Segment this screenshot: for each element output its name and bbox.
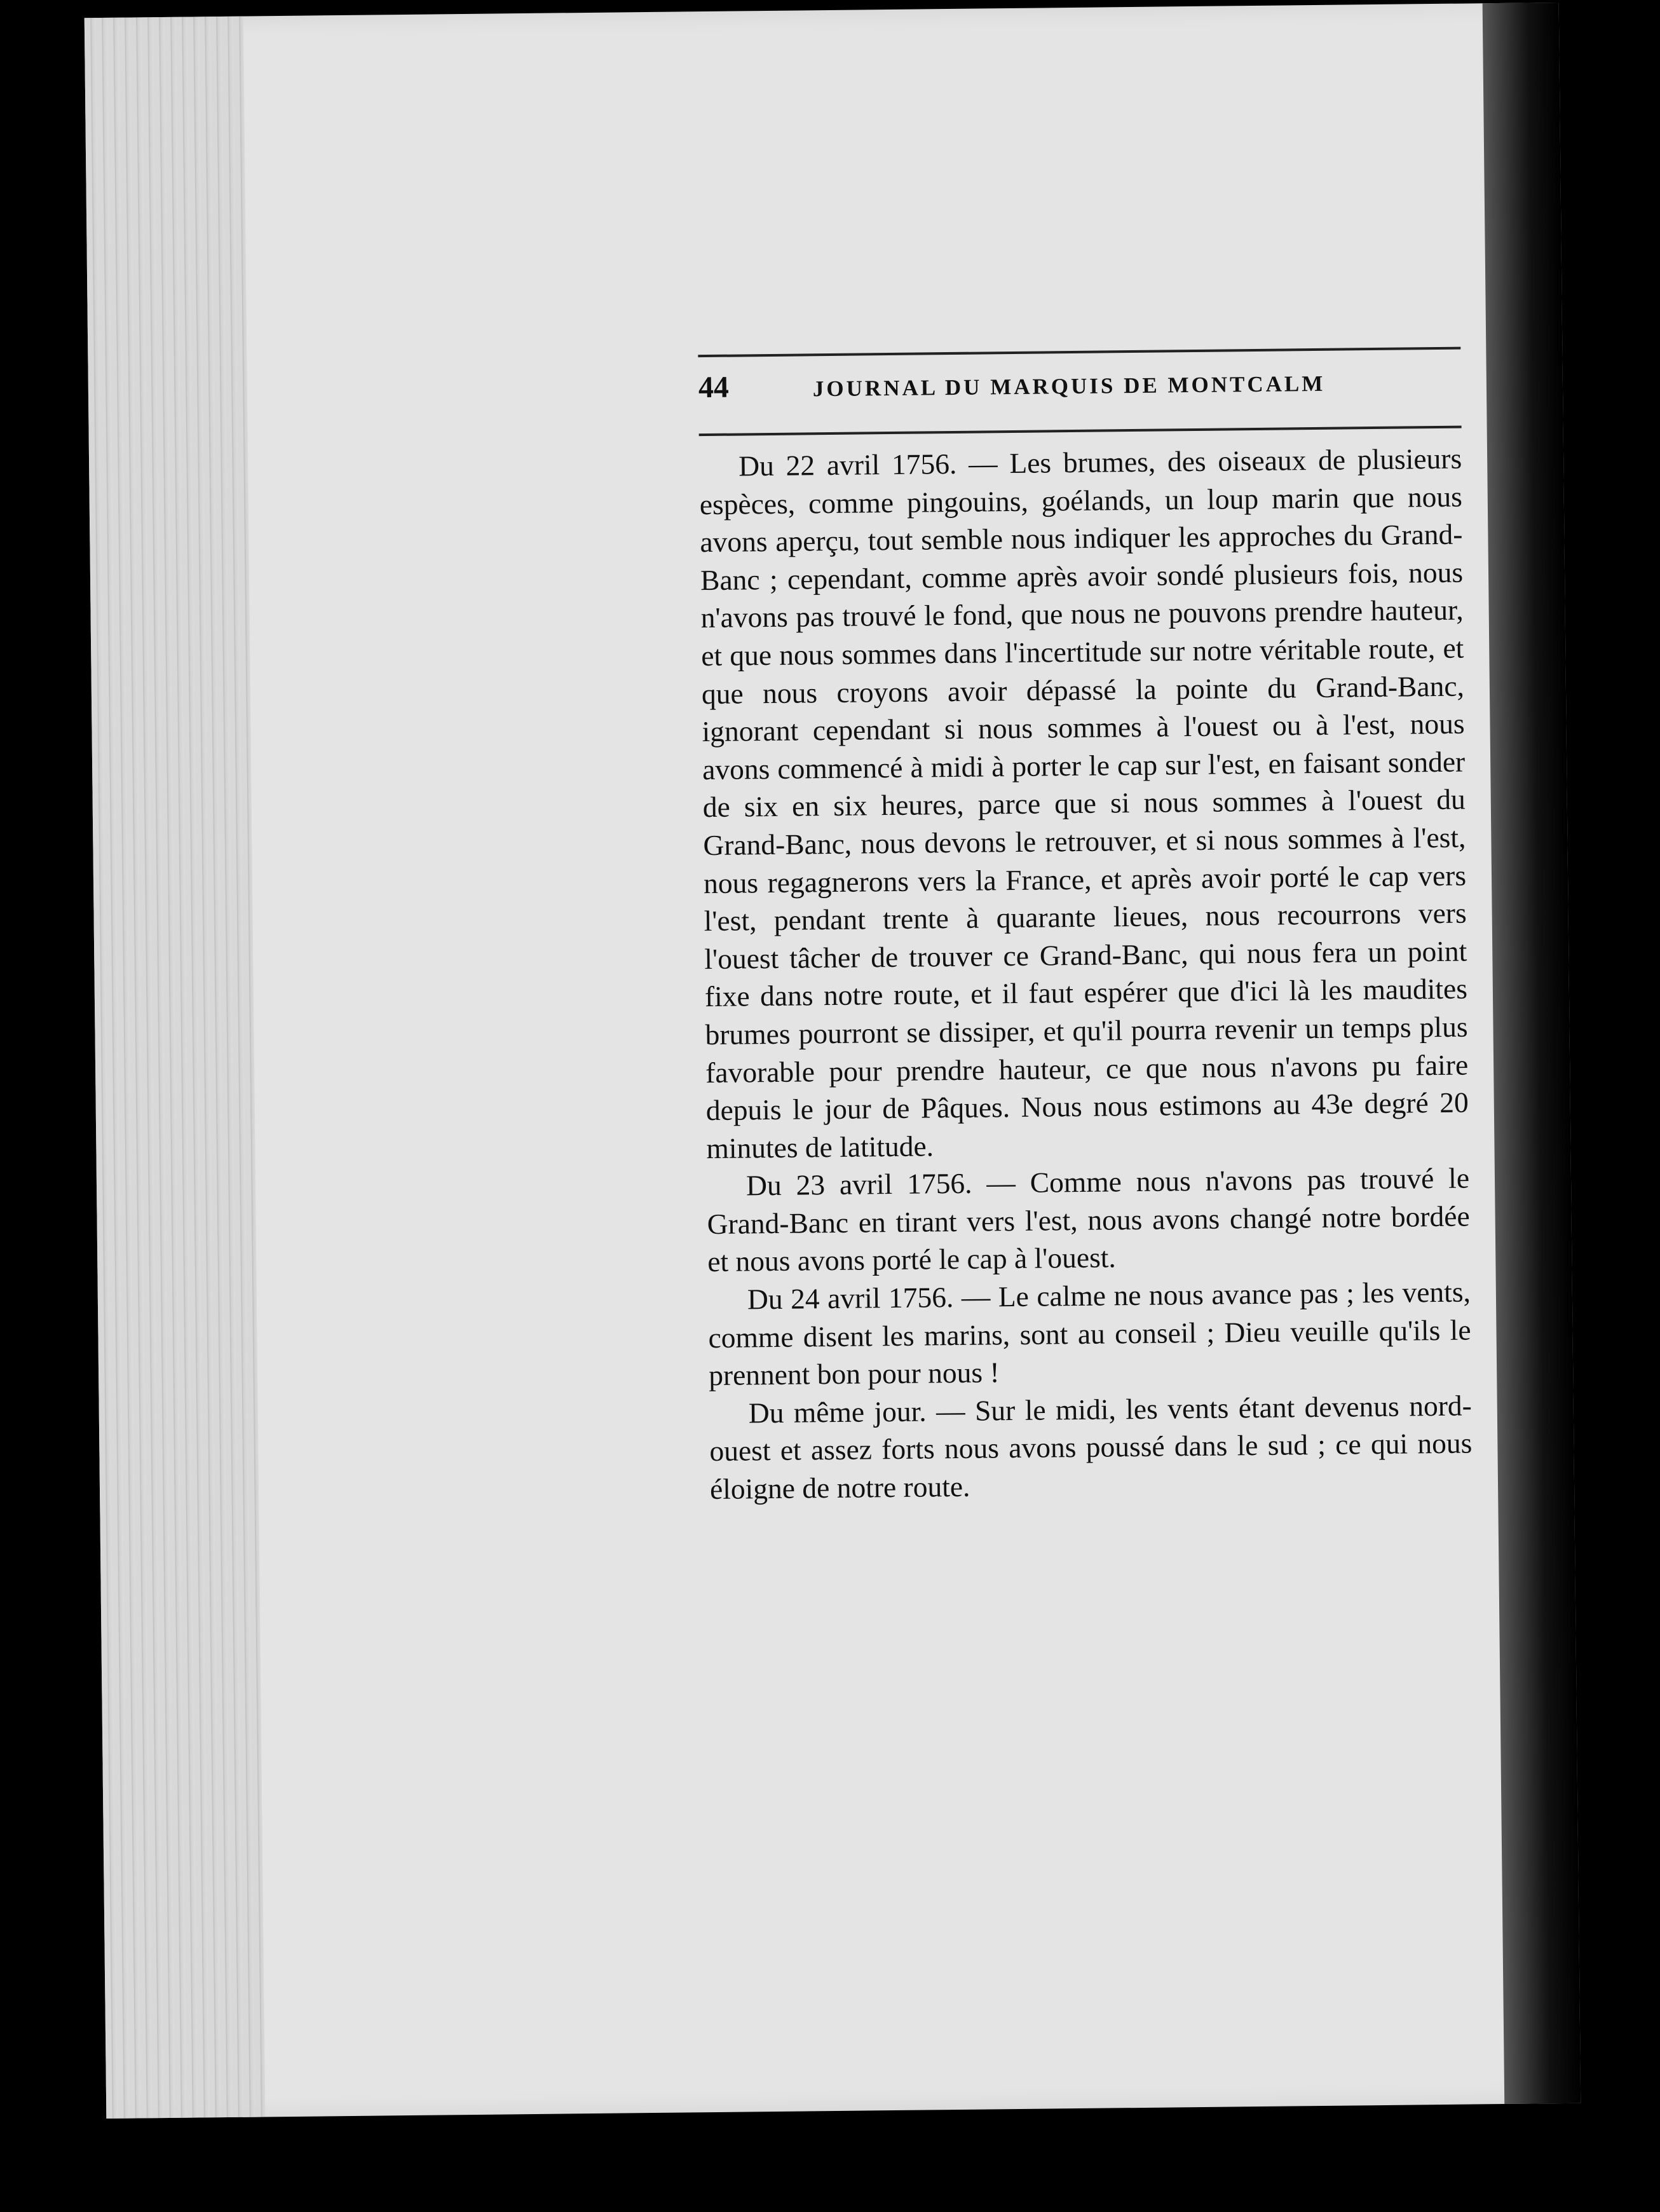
- paragraph-24-avril: Du 24 avril 1756. — Le calme ne nous avance pas ; les vents, comme disent les marins, sont au conseil ; Dieu veuille qu'ils le prennent bon pour nous !: [708, 1275, 1471, 1392]
- paragraph-23-avril: Du 23 avril 1756. — Comme nous n'avons pas trouvé le Grand-Banc en tirant vers l'est, nous avons changé notre bordée et nous avons porté le cap à l'ouest.: [707, 1161, 1470, 1278]
- running-head: [698, 350, 1461, 434]
- paragraph-22-avril: Du 22 avril 1756. — Les brumes, des oiseaux de plusieurs espèces, comme pingouins, goélands, un loup marin que nous avons aperçu, tout semble nous indiquer les approches du Grand-Banc ; cependant, comme après avoir sondé plusieurs fois, nous n'avons pas trouvé le fond, que nous ne pouvons prendre hauteur, et que nous sommes dans l'incertitude sur notre véritable route, et que nous croyons avoir dépassé la pointe du Grand-Banc, ignorant cependant si nous sommes à l'ouest ou à l'est, nous avons commencé à midi à porter le cap sur l'est, en faisant sonder de six en six heures, parce que si nous sommes à l'ouest du Grand-Banc, nous devons le retrouver, et si nous sommes à l'est, nous regagnerons vers la France, et après avoir porté le cap vers l'est, pendant trente à quarante lieues, nous recourrons vers l'ouest tâcher de trouver ce Grand-Banc, qui nous fera un point fixe dans notre route, et il faut espérer que d'ici là les maudites brumes pourront se dissiper, et qu'il pourra revenir un temps plus favorable pour prendre hauteur, ce que nous n'avons pu faire depuis le jour de Pâques. Nous nous estimons au 43e degré 20 minutes de latitude.: [699, 442, 1469, 1164]
- page-number: 44: [698, 370, 730, 405]
- paragraph-meme-jour: Du même jour. — Sur le midi, les vents étant devenus nord-ouest et assez forts nous avons poussé dans le sud ; ce qui nous éloigne de notre route.: [709, 1389, 1473, 1506]
- book-page: [85, 3, 1581, 2119]
- facing-page-shadow: [1483, 3, 1581, 2104]
- body-text: [699, 440, 1473, 1508]
- text-block: [698, 347, 1473, 1508]
- page-edges: [85, 17, 266, 2119]
- running-title: JOURNAL DU MARQUIS DE MONTCALM: [812, 371, 1326, 402]
